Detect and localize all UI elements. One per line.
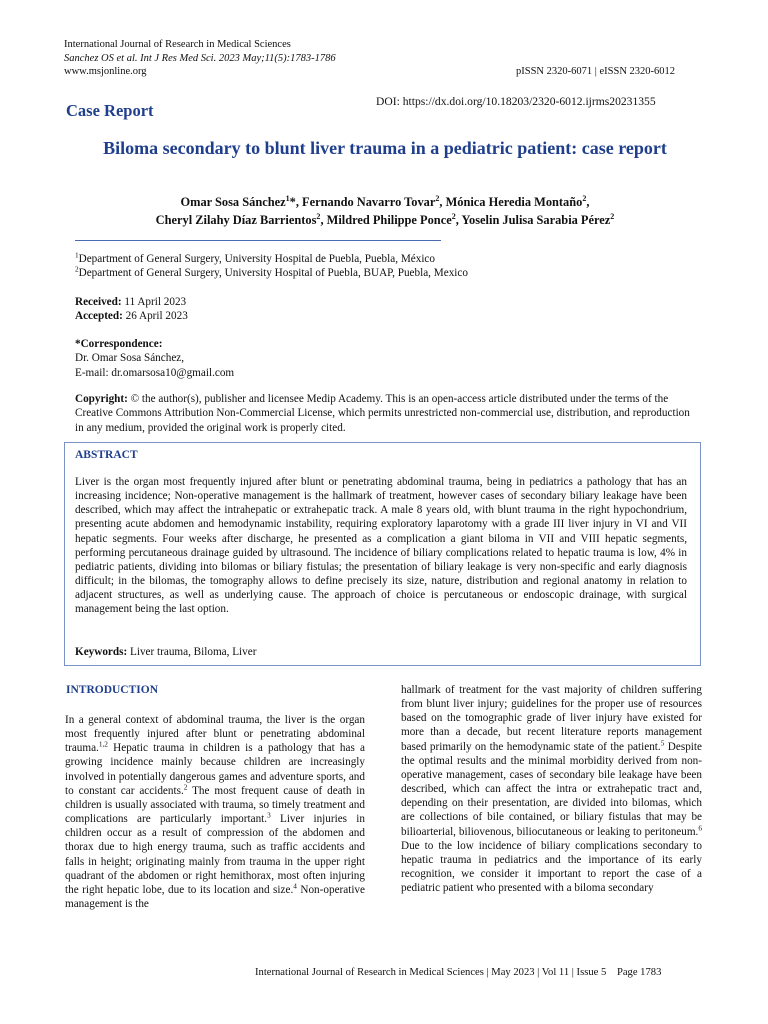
affiliation-text: Department of General Surgery, University Hospital de Puebla, Puebla, México [78, 253, 435, 265]
copyright-notice [75, 392, 701, 435]
abstract-text: Liver is the organ most frequently injured after blunt or penetrating abdominal trauma, being in pediatrics a pathology that has an increasing incidence; Non-operative management is the hallmark of treatment, however cases of secondary biliary leakage have been described, which may affect the intrahepatic or extrahepatic track. A male 8 years old, with blunt trauma in the right hypochondrium, presenting acute abdomen and hemodynamic instability, requiring exploratory laparotomy with a grade III liver injury in VI and VII hepatic segments. Four weeks after discharge, he presented as a complication a giant biloma in VII and VIII hepatic segments, performing percutaneous drainage guided by ultrasound. The incidence of biliary complications related to hepatic trauma is low, 4% in pediatric patients, dividing into bilomas or biliary fistulas; the presentation of biliary leakage is very non-specific and early diagnosis difficult; in the bilomas, the tomography allows to define precisely its size, nature, distribution and regional anatomy in relation to adjacent structures, as well as underlying cause. The approach of choice is percutaneous or endoscopic drainage, with surgical management being the last option. [75, 476, 687, 616]
affiliation-text: Department of General Surgery, University Hospital of Puebla, BUAP, Puebla, Mexico [78, 267, 468, 280]
paragraph-text: Non-operative management is the [65, 883, 365, 911]
footer-issue: | May 2023 | Vol 11 | Issue 5 [483, 967, 607, 978]
author-separator: , [586, 195, 590, 209]
paragraph-text: Liver injuries in children occur as a result of compression of the abdomen and thorax due to high energy trauma, such as traffic accidents and falls in height; originating mainly from trauma in the upper right quadrant of the abdomen or right hemithorax, most often injuring the right hepatic lobe, due to its location and size. [65, 813, 365, 896]
author-name: , Fernando Navarro Tovar [295, 195, 436, 209]
author-name: Cheryl Zilahy Díaz Barrientos [155, 213, 317, 227]
citation-ref[interactable]: 5 [660, 738, 665, 747]
page-footer [255, 967, 661, 978]
citation-ref[interactable]: 2 [183, 783, 188, 792]
footer-page-number: Page 1783 [616, 967, 662, 978]
paragraph-text: Hepatic trauma in children is a pathology that has a growing incidence mainly because children are increasingly involved in potentially dangerous games and adventure sports, and to constant car accidents. [65, 742, 365, 797]
author-line-2 [60, 211, 710, 229]
introduction-left-column [65, 713, 365, 911]
received-date [75, 295, 188, 309]
affiliation-number: 1 [75, 251, 79, 260]
accepted-label: Accepted: [75, 310, 123, 323]
copyright-label: Copyright: [75, 393, 128, 405]
corresponding-marker: * [289, 195, 296, 209]
paragraph-text: Despite the optimal results and the minimal morbidity derived from non-operative management, cases of secondary bile leakage have been described, which can affect the intra or extrahepatic tract and, depending on their presentation, are divided into bilomas, which are collections of bile contained, or biliary fistulas that may be bilioarterial, biliovenous, biliocutaneous or leaking to peritoneum. [401, 740, 702, 838]
keywords-label: Keywords: [75, 646, 128, 658]
journal-name: International Journal of Research in Medical Sciences [64, 39, 291, 50]
introduction-right-column [401, 683, 702, 895]
author-name: Omar Sosa Sánchez [180, 195, 286, 209]
paragraph-text: The most frequent cause of death in children is usually associated with trauma, so timely treatment and complications are particularly important. [65, 784, 366, 826]
accepted-value: 26 April 2023 [122, 310, 188, 323]
affiliation-1 [75, 252, 695, 266]
citation-line: Sanchez OS et al. Int J Res Med Sci. 2023 May;11(5):1783-1786 [64, 52, 336, 64]
author-line-1 [60, 193, 710, 211]
citation-ref[interactable]: 1,2 [98, 740, 108, 749]
author-affiliation-ref: 1 [285, 193, 290, 203]
citation-ref[interactable]: 6 [698, 823, 702, 832]
paragraph-text: hallmark of treatment for the vast majority of children suffering from blunt liver injury; guidelines for the proper use of resources based on the tomographic grade of liver injury have existed for more than a decade, but recent literature reports management based primarily on the hemodynamic state of the patient. [401, 684, 702, 753]
received-label: Received: [75, 296, 122, 308]
received-value: 11 April 2023 [121, 296, 187, 308]
paragraph-text: Due to the low incidence of biliary complications secondary to hepatic trauma in pediatrics and the importance of its early recognition, we consider it important to report the case of a pediatric patient who presented with a biloma secondary [401, 839, 702, 895]
correspondence-email[interactable]: E-mail: dr.omarsosa10@gmail.com [75, 366, 235, 379]
author-affiliation-ref: 2 [582, 193, 587, 203]
correspondence-label: *Correspondence: [75, 338, 163, 350]
author-affiliation-ref: 2 [435, 193, 440, 203]
keywords-value: Liver trauma, Biloma, Liver [127, 646, 257, 658]
abstract-heading: ABSTRACT [75, 449, 138, 461]
correspondence [75, 337, 234, 380]
author-name: , Mónica Heredia Montaño [439, 195, 583, 209]
author-affiliation-ref: 2 [316, 211, 321, 221]
article-dates [75, 295, 188, 324]
article-title: Biloma secondary to blunt liver trauma in a pediatric patient: case report [103, 138, 667, 158]
article-type: Case Report [66, 101, 154, 120]
affiliation-2 [75, 266, 695, 280]
affiliation-number: 2 [75, 265, 79, 274]
citation-ref[interactable]: 3 [267, 811, 271, 820]
affiliations [75, 252, 695, 281]
citation-ref[interactable]: 4 [293, 882, 297, 891]
keywords [75, 645, 256, 659]
issn-line: pISSN 2320-6071 | eISSN 2320-6012 [516, 66, 676, 77]
journal-website[interactable]: www.msjonline.org [64, 66, 147, 77]
running-header [64, 38, 444, 79]
footer-journal: International Journal of Research in Medical Sciences [255, 967, 484, 978]
author-name: , Mildred Philippe Ponce [320, 213, 452, 227]
author-affiliation-ref: 2 [610, 211, 615, 221]
correspondence-name: Dr. Omar Sosa Sánchez, [75, 352, 185, 365]
accepted-date [75, 309, 188, 323]
author-list [60, 193, 710, 229]
divider-line [75, 240, 441, 241]
author-name: , Yoselin Julisa Sarabia Pérez [455, 213, 611, 227]
author-affiliation-ref: 2 [451, 211, 456, 221]
introduction-heading: INTRODUCTION [66, 684, 159, 696]
paragraph-text: In a general context of abdominal trauma, the liver is the organ most frequently injured after blunt or penetrating abdominal trauma. [65, 714, 365, 755]
copyright-text: © the author(s), publisher and licensee Medip Academy. This is an open-access article distributed under the terms of the Creative Commons Attribution Non-Commercial License, which permits unrestricted non-commercial use, distribution, and reproduction in any medium, provided the original work is properly cited. [75, 393, 690, 434]
doi-link[interactable]: DOI: https://dx.doi.org/10.18203/2320-6012.ijrms20231355 [376, 95, 656, 108]
